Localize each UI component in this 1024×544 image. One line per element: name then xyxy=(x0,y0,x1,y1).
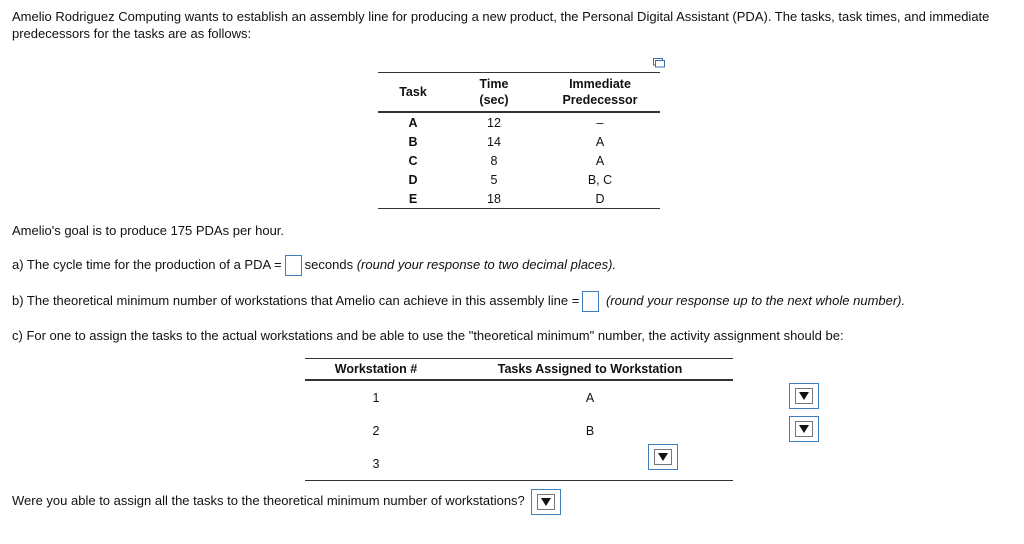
copy-icon[interactable] xyxy=(653,58,665,68)
table-row: 1 A xyxy=(305,380,733,414)
workstation-3-dropdown[interactable] xyxy=(648,444,678,470)
goal-text: Amelio's goal is to produce 175 PDAs per hour. xyxy=(12,223,285,238)
header-tasks-assigned: Tasks Assigned to Workstation xyxy=(447,359,733,381)
header-time: Time (sec) xyxy=(448,73,540,113)
question-a: a) The cycle time for the production of a PDA = seconds (round your response to two decimal places). xyxy=(12,255,616,276)
table-row: C 8 A xyxy=(408,153,605,168)
table-row: E 18 D xyxy=(378,189,660,209)
header-task: Task xyxy=(378,73,448,113)
table-row: 3 xyxy=(305,447,733,481)
question-b: b) The theoretical minimum number of workstations that Amelio can achieve in this assembly line = (round your response up to the next whole number). xyxy=(12,291,905,312)
table-row: D 5 B, C xyxy=(408,172,613,187)
question-c: c) For one to assign the tasks to the actual workstations and be able to use the "theoretical minimum" number, the activity assignment should be: xyxy=(12,328,844,343)
header-predecessor: Immediate Predecessor xyxy=(540,73,660,113)
header-workstation: Workstation # xyxy=(305,359,447,381)
workstation-table xyxy=(305,358,733,481)
workstation-1-dropdown[interactable] xyxy=(789,383,819,409)
cycle-time-input[interactable] xyxy=(285,255,302,276)
chevron-down-icon xyxy=(799,425,809,433)
chevron-down-icon xyxy=(799,392,809,400)
table-row: B 14 A xyxy=(408,134,605,149)
chevron-down-icon xyxy=(658,453,668,461)
problem-intro: Amelio Rodriguez Computing wants to establish an assembly line for producing a new product, the Personal Digital Assistant (PDA). The tasks, task times, and immediate predecessors for the tasks are as follows: xyxy=(12,9,990,41)
table-row: 2 B xyxy=(305,414,733,447)
table-row: A 12 – xyxy=(408,115,604,130)
chevron-down-icon xyxy=(541,498,551,506)
all-tasks-assigned-dropdown[interactable] xyxy=(531,489,561,515)
workstation-2-dropdown[interactable] xyxy=(789,416,819,442)
task-table xyxy=(378,72,660,209)
final-question: Were you able to assign all the tasks to the theoretical minimum number of workstations? xyxy=(12,488,561,515)
min-workstations-input[interactable] xyxy=(582,291,599,312)
